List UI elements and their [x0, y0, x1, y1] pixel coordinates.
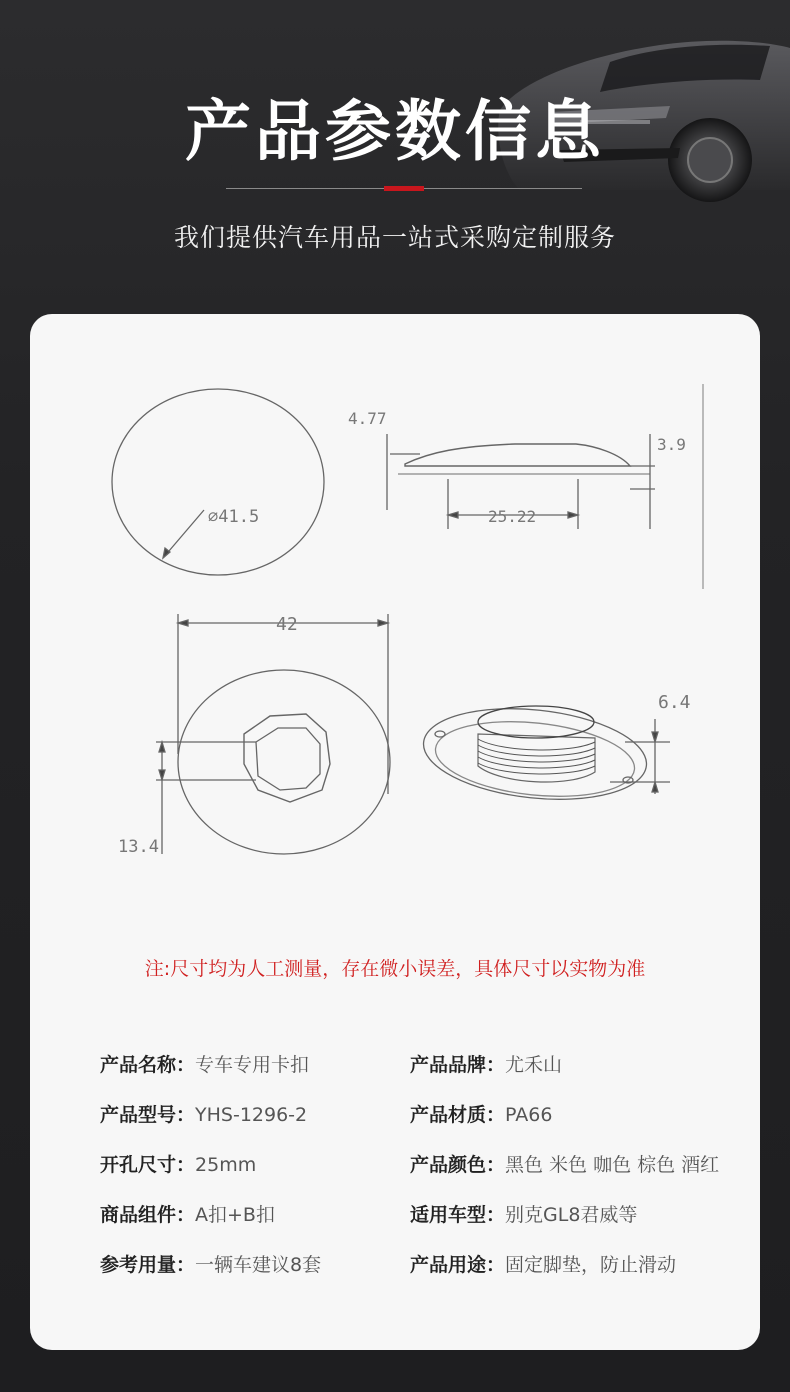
spec-item: [410, 1101, 552, 1129]
spec-value: PA66: [505, 1104, 553, 1126]
spec-key: 参考用量：: [100, 1254, 196, 1276]
spec-key: 产品名称：: [100, 1054, 196, 1076]
spec-item: [100, 1101, 307, 1129]
spec-key: 适用车型：: [410, 1204, 506, 1226]
spec-item: [410, 1201, 637, 1229]
dim-clip-label: 13.4: [118, 837, 159, 857]
disc-angled-view: [178, 670, 390, 854]
spec-value: 固定脚垫，防止滑动: [505, 1254, 677, 1276]
disc-top-view: [112, 389, 324, 575]
spec-item: [410, 1051, 562, 1079]
spec-value: 黑色 米色 咖色 棕色 酒红: [505, 1154, 720, 1176]
page-title: 产品参数信息: [185, 93, 605, 170]
product-card: [30, 314, 760, 1350]
spec-key: 产品颜色：: [410, 1154, 506, 1176]
spec-item: [410, 1251, 676, 1279]
spec-item: [100, 1251, 321, 1279]
dim-height-left-label: 4.77: [348, 409, 387, 428]
dim-thread-label: 6.4: [658, 692, 691, 713]
spec-value: 25mm: [195, 1154, 257, 1176]
spec-value: 尤禾山: [505, 1054, 563, 1076]
technical-drawing: [30, 314, 760, 934]
spec-item: [410, 1151, 719, 1179]
hero-banner: [0, 0, 790, 300]
spec-key: 商品组件：: [100, 1204, 196, 1226]
page-subtitle: 我们提供汽车用品一站式采购定制服务: [173, 223, 616, 252]
dim-height-right-label: 3.9: [657, 435, 686, 454]
dim-width-label: 42: [276, 614, 298, 635]
spec-value: YHS-1296-2: [195, 1104, 308, 1126]
spec-key: 产品型号：: [100, 1104, 196, 1126]
spec-value: 别克GL8君威等: [505, 1204, 638, 1226]
spec-value: A扣+B扣: [195, 1204, 275, 1226]
dim-inner-label: 25.22: [488, 507, 537, 526]
spec-item: [100, 1201, 275, 1229]
title-accent: [384, 186, 424, 191]
spec-key: 开孔尺寸：: [100, 1154, 196, 1176]
spec-item: [100, 1051, 309, 1079]
dim-diameter-label: ∅41.5: [208, 507, 260, 527]
spec-item: [100, 1151, 256, 1179]
spec-key: 产品品牌：: [410, 1054, 506, 1076]
spec-key: 产品材质：: [410, 1104, 506, 1126]
spec-value: 专车专用卡扣: [195, 1054, 310, 1076]
measurement-note: 注:尺寸均为人工测量，存在微小误差，具体尺寸以实物为准: [144, 958, 646, 980]
spec-value: 一辆车建议8套: [195, 1254, 322, 1276]
spec-key: 产品用途：: [410, 1254, 506, 1276]
